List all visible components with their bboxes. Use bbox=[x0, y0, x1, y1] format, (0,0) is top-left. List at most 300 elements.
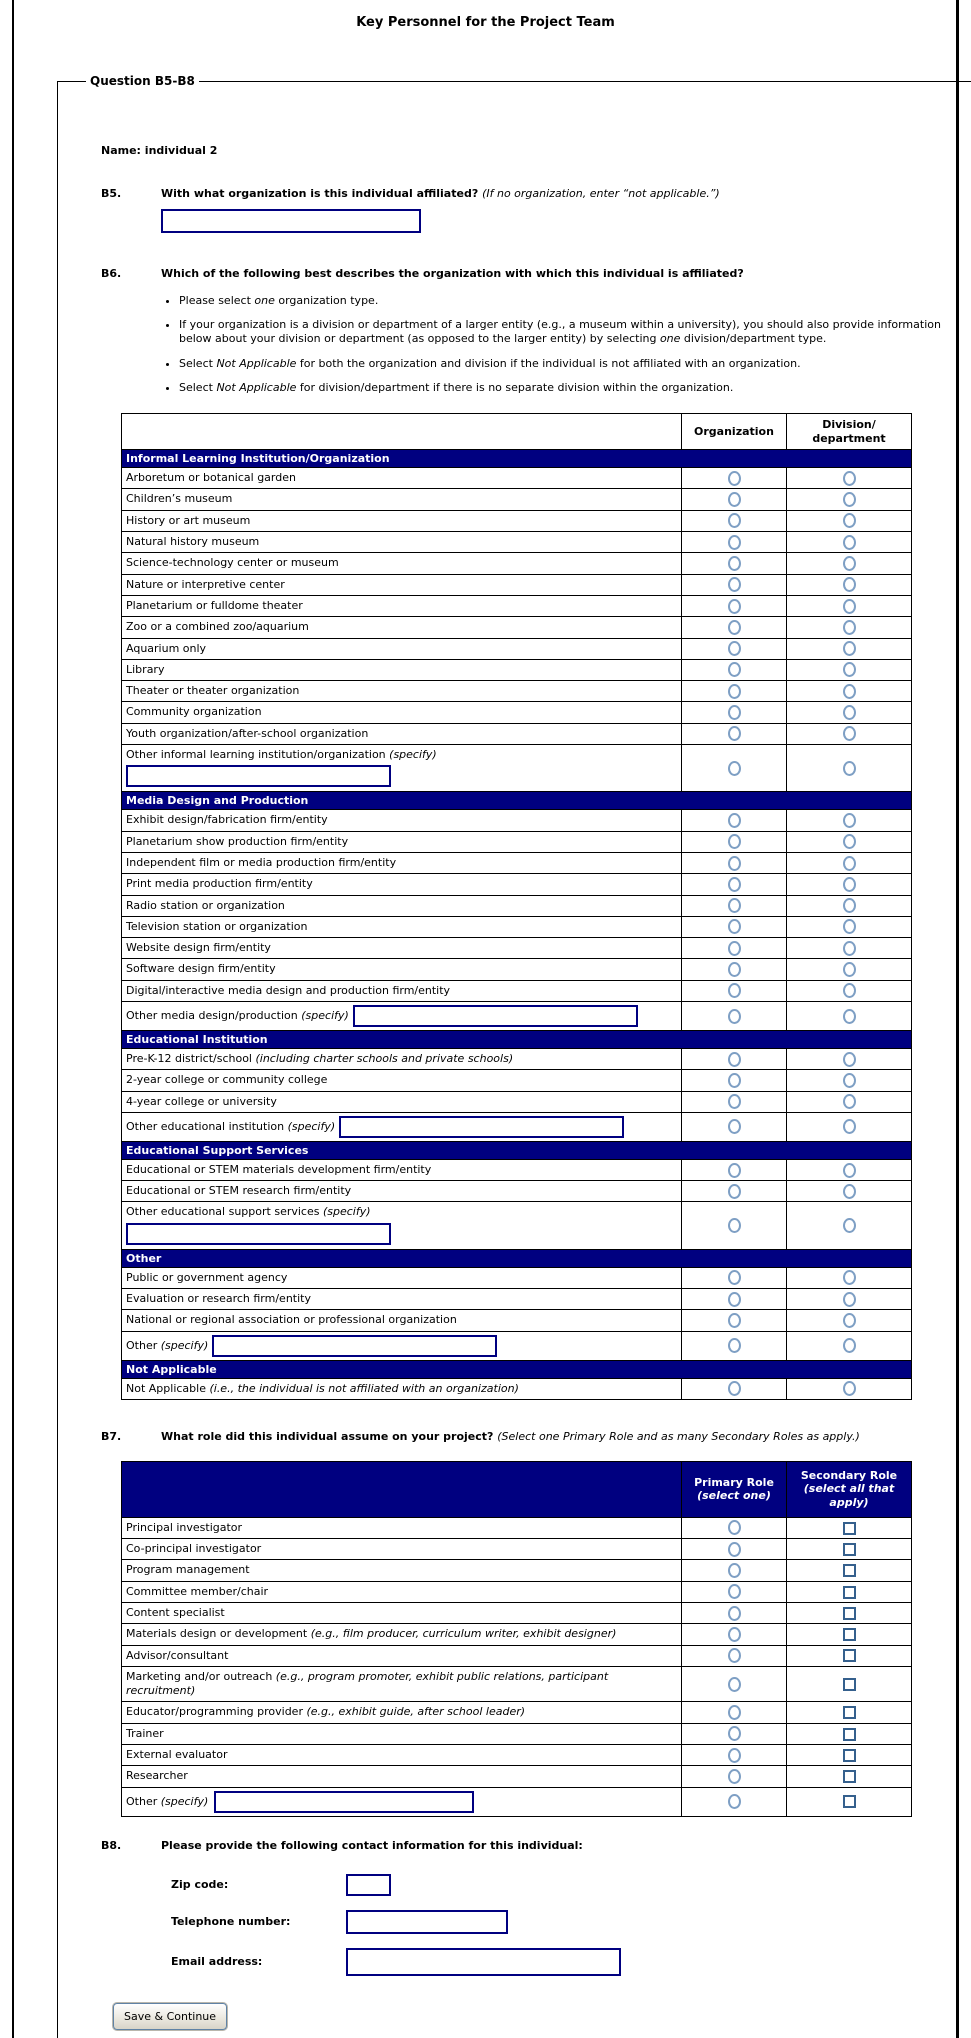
b6-row bbox=[122, 1112, 912, 1141]
b6-row-label bbox=[122, 468, 682, 489]
radio-organization[interactable] bbox=[728, 1073, 741, 1088]
organization-option-cell bbox=[682, 1289, 787, 1310]
radio-division[interactable] bbox=[843, 641, 856, 656]
bullet-item bbox=[179, 381, 951, 395]
checkbox-secondary-role[interactable] bbox=[843, 1543, 856, 1556]
b6-specify-input[interactable] bbox=[126, 765, 391, 787]
organization-option-cell bbox=[682, 723, 787, 744]
radio-division[interactable] bbox=[843, 1381, 856, 1396]
division-option-cell bbox=[787, 938, 912, 959]
radio-division[interactable] bbox=[843, 1338, 856, 1353]
organization-option-cell bbox=[682, 980, 787, 1001]
radio-organization[interactable] bbox=[728, 662, 741, 677]
b7-specify-input[interactable] bbox=[214, 1791, 474, 1813]
organization-option-cell bbox=[682, 702, 787, 723]
b6-row-label bbox=[122, 532, 682, 553]
radio-division[interactable] bbox=[843, 1073, 856, 1088]
b6-row bbox=[122, 681, 912, 702]
radio-organization[interactable] bbox=[728, 983, 741, 998]
b6-row-label bbox=[122, 553, 682, 574]
fieldset-inner bbox=[78, 144, 951, 1976]
radio-organization[interactable] bbox=[728, 813, 741, 828]
row-label-note: (specify) bbox=[157, 1338, 209, 1352]
checkbox-secondary-role[interactable] bbox=[843, 1678, 856, 1691]
b6-table-body bbox=[122, 450, 912, 1400]
radio-organization[interactable] bbox=[728, 1094, 741, 1109]
checkbox-secondary-role[interactable] bbox=[843, 1795, 856, 1808]
radio-organization[interactable] bbox=[728, 556, 741, 571]
radio-primary-role[interactable] bbox=[728, 1748, 741, 1763]
b6-row bbox=[122, 595, 912, 616]
row-label-text: Other educational support services bbox=[126, 1205, 320, 1219]
radio-division[interactable] bbox=[843, 1163, 856, 1178]
radio-organization[interactable] bbox=[728, 620, 741, 635]
b6-row-label bbox=[122, 745, 682, 792]
row-label-text: Youth organization/after-school organization bbox=[126, 726, 369, 740]
b7-header-secondary-role: Secondary Role (select all that apply) bbox=[787, 1461, 912, 1517]
b6-row-label bbox=[122, 1181, 682, 1202]
b7-row-label bbox=[122, 1766, 682, 1787]
zip-label: Zip code: bbox=[171, 1878, 229, 1892]
row-label-text: Library bbox=[126, 662, 165, 676]
question-b7-text: What role did this individual assume on your project? (Select one Primary Role and as many Secondary Roles as apply.) bbox=[161, 1429, 860, 1443]
radio-division[interactable] bbox=[843, 535, 856, 550]
b6-row-label bbox=[122, 916, 682, 937]
radio-division[interactable] bbox=[843, 813, 856, 828]
row-label-text: Print media production firm/entity bbox=[126, 877, 313, 891]
radio-division[interactable] bbox=[843, 1270, 856, 1285]
organization-option-cell bbox=[682, 1112, 787, 1141]
b6-row-label bbox=[122, 874, 682, 895]
email-input[interactable] bbox=[346, 1948, 621, 1976]
radio-organization[interactable] bbox=[728, 834, 741, 849]
radio-division[interactable] bbox=[843, 577, 856, 592]
organization-option-cell bbox=[682, 1181, 787, 1202]
radio-organization[interactable] bbox=[728, 856, 741, 871]
b6-row bbox=[122, 702, 912, 723]
b7-row-label bbox=[122, 1517, 682, 1538]
b7-row bbox=[122, 1787, 912, 1816]
question-b7 bbox=[101, 1430, 951, 1817]
radio-organization[interactable] bbox=[728, 941, 741, 956]
secondary-role-cell bbox=[787, 1624, 912, 1645]
telephone-input[interactable] bbox=[346, 1910, 508, 1934]
b6-row bbox=[122, 1002, 912, 1031]
radio-primary-role[interactable] bbox=[728, 1769, 741, 1784]
row-label-text: Co-principal investigator bbox=[126, 1542, 262, 1556]
division-option-cell bbox=[787, 574, 912, 595]
primary-role-cell bbox=[682, 1645, 787, 1666]
organization-option-cell bbox=[682, 745, 787, 792]
organization-option-cell bbox=[682, 468, 787, 489]
division-option-cell bbox=[787, 1310, 912, 1331]
bullet-text: for both the organization and division if the individual is not affiliated with an organization. bbox=[296, 356, 801, 370]
primary-role-cell bbox=[682, 1560, 787, 1581]
organization-option-cell bbox=[682, 852, 787, 873]
radio-division[interactable] bbox=[843, 877, 856, 892]
question-b6-text: Which of the following best describes the organization with which this individual is affiliated? bbox=[161, 266, 744, 280]
organization-option-cell bbox=[682, 510, 787, 531]
division-option-cell bbox=[787, 1112, 912, 1141]
division-option-cell bbox=[787, 702, 912, 723]
save-continue-button[interactable]: Save & Continue bbox=[113, 2003, 227, 2030]
b7-row bbox=[122, 1581, 912, 1602]
row-label-text: Community organization bbox=[126, 705, 262, 719]
primary-role-cell bbox=[682, 1787, 787, 1816]
division-option-cell bbox=[787, 1159, 912, 1180]
row-label-note: (including charter schools and private schools) bbox=[251, 1052, 514, 1065]
checkbox-secondary-role[interactable] bbox=[843, 1728, 856, 1741]
radio-organization[interactable] bbox=[728, 726, 741, 741]
b6-row-label bbox=[122, 595, 682, 616]
radio-organization[interactable] bbox=[728, 1292, 741, 1307]
bullet-text: Please select bbox=[179, 293, 255, 307]
radio-division[interactable] bbox=[843, 1313, 856, 1328]
b6-row bbox=[122, 1202, 912, 1249]
division-option-cell bbox=[787, 745, 912, 792]
b7-table-body bbox=[122, 1517, 912, 1816]
radio-organization[interactable] bbox=[728, 877, 741, 892]
radio-organization[interactable] bbox=[728, 471, 741, 486]
division-option-cell bbox=[787, 681, 912, 702]
radio-division[interactable] bbox=[843, 620, 856, 635]
b6-table bbox=[121, 413, 912, 1400]
division-option-cell bbox=[787, 1267, 912, 1288]
row-label-note: (specify) bbox=[319, 1205, 371, 1219]
radio-division[interactable] bbox=[843, 941, 856, 956]
b6-row bbox=[122, 659, 912, 680]
division-option-cell bbox=[787, 553, 912, 574]
b6-row bbox=[122, 745, 912, 792]
radio-organization[interactable] bbox=[728, 1119, 741, 1134]
question-b6 bbox=[101, 267, 951, 1400]
organization-option-cell bbox=[682, 489, 787, 510]
radio-division[interactable] bbox=[843, 1009, 856, 1024]
organization-option-cell bbox=[682, 1070, 787, 1091]
row-label-text: Not Applicable bbox=[126, 1381, 206, 1395]
row-label-note: (specify) bbox=[297, 1009, 349, 1022]
division-option-cell bbox=[787, 468, 912, 489]
b6-row bbox=[122, 1181, 912, 1202]
checkbox-secondary-role[interactable] bbox=[843, 1628, 856, 1641]
b7-row bbox=[122, 1603, 912, 1624]
row-label-note: (specify) bbox=[284, 1119, 336, 1133]
radio-division[interactable] bbox=[843, 599, 856, 614]
secondary-role-cell bbox=[787, 1723, 912, 1744]
question-b5-note: (If no organization, enter “not applicable.”) bbox=[482, 187, 720, 200]
b7-row-label bbox=[122, 1787, 682, 1816]
b6-row-label bbox=[122, 938, 682, 959]
row-label-text: Advisor/consultant bbox=[126, 1648, 229, 1662]
b6-section-row bbox=[122, 1360, 912, 1378]
b7-row-label bbox=[122, 1645, 682, 1666]
division-option-cell bbox=[787, 595, 912, 616]
radio-primary-role[interactable] bbox=[728, 1794, 741, 1809]
division-option-cell bbox=[787, 1289, 912, 1310]
b6-row bbox=[122, 1070, 912, 1091]
radio-division[interactable] bbox=[843, 1218, 856, 1233]
secondary-role-cell bbox=[787, 1560, 912, 1581]
division-option-cell bbox=[787, 510, 912, 531]
radio-primary-role[interactable] bbox=[728, 1520, 741, 1535]
b6-row-label bbox=[122, 1310, 682, 1331]
secondary-role-cell bbox=[787, 1787, 912, 1816]
bullet-text: division/department type. bbox=[680, 332, 827, 346]
radio-organization[interactable] bbox=[728, 535, 741, 550]
question-b8-number: B8. bbox=[101, 1838, 122, 1852]
radio-organization[interactable] bbox=[728, 919, 741, 934]
question-b5-number: B5. bbox=[101, 187, 122, 200]
row-label-text: Educator/programming provider bbox=[126, 1705, 303, 1719]
row-label-text: Arboretum or botanical garden bbox=[126, 471, 296, 485]
bullet-item bbox=[179, 318, 951, 347]
b7-row bbox=[122, 1702, 912, 1723]
zip-row bbox=[171, 1874, 951, 1896]
radio-division[interactable] bbox=[843, 983, 856, 998]
radio-division[interactable] bbox=[843, 1184, 856, 1199]
row-label-text: Theater or theater organization bbox=[126, 684, 300, 698]
radio-division[interactable] bbox=[843, 556, 856, 571]
organization-option-cell bbox=[682, 831, 787, 852]
radio-organization[interactable] bbox=[728, 1270, 741, 1285]
radio-division[interactable] bbox=[843, 898, 856, 913]
b7-header-primary-role: Primary Role (select one) bbox=[682, 1461, 787, 1517]
radio-organization[interactable] bbox=[728, 577, 741, 592]
division-option-cell bbox=[787, 1070, 912, 1091]
organization-option-cell bbox=[682, 810, 787, 831]
radio-primary-role[interactable] bbox=[728, 1726, 741, 1741]
row-label-text: 4-year college or university bbox=[126, 1094, 277, 1108]
checkbox-secondary-role[interactable] bbox=[843, 1770, 856, 1783]
radio-division[interactable] bbox=[843, 513, 856, 528]
organization-option-cell bbox=[682, 959, 787, 980]
checkbox-secondary-role[interactable] bbox=[843, 1586, 856, 1599]
b6-specify-input[interactable] bbox=[126, 1223, 391, 1245]
b6-row-label bbox=[122, 617, 682, 638]
row-label-text: National or regional association or professional organization bbox=[126, 1313, 457, 1327]
radio-organization[interactable] bbox=[728, 513, 741, 528]
radio-organization[interactable] bbox=[728, 599, 741, 614]
radio-division[interactable] bbox=[843, 919, 856, 934]
question-b5-text: With what organization is this individual affiliated? (If no organization, enter “not applicable.”) bbox=[161, 187, 720, 200]
row-label-text: Researcher bbox=[126, 1769, 188, 1783]
radio-primary-role[interactable] bbox=[728, 1584, 741, 1599]
b6-specify-input[interactable] bbox=[353, 1005, 638, 1027]
checkbox-secondary-role[interactable] bbox=[843, 1649, 856, 1662]
row-label-text: Evaluation or research firm/entity bbox=[126, 1292, 311, 1306]
organization-option-cell bbox=[682, 1202, 787, 1249]
bullet-text: Select bbox=[179, 356, 217, 370]
b7-row-label bbox=[122, 1723, 682, 1744]
radio-division[interactable] bbox=[843, 1119, 856, 1134]
radio-organization[interactable] bbox=[728, 1052, 741, 1067]
radio-division[interactable] bbox=[843, 662, 856, 677]
secondary-role-cell bbox=[787, 1517, 912, 1538]
radio-division[interactable] bbox=[843, 726, 856, 741]
division-option-cell bbox=[787, 532, 912, 553]
radio-primary-role[interactable] bbox=[728, 1563, 741, 1578]
row-label-text: Public or government agency bbox=[126, 1270, 288, 1284]
radio-organization[interactable] bbox=[728, 1009, 741, 1024]
organization-option-cell bbox=[682, 638, 787, 659]
b6-row-label bbox=[122, 1267, 682, 1288]
row-label-note: (specify) bbox=[157, 1794, 209, 1808]
radio-organization[interactable] bbox=[728, 492, 741, 507]
checkbox-secondary-role[interactable] bbox=[843, 1522, 856, 1535]
row-label-text: Television station or organization bbox=[126, 919, 308, 933]
row-label-text: Educational or STEM materials development firm/entity bbox=[126, 1162, 432, 1176]
zip-input[interactable] bbox=[346, 1874, 391, 1896]
radio-division[interactable] bbox=[843, 962, 856, 977]
division-option-cell bbox=[787, 852, 912, 873]
row-label-text: Other bbox=[126, 1338, 158, 1352]
radio-primary-role[interactable] bbox=[728, 1606, 741, 1621]
email-label: Email address: bbox=[171, 1955, 263, 1969]
radio-organization[interactable] bbox=[728, 1163, 741, 1178]
b6-row-label bbox=[122, 723, 682, 744]
radio-division[interactable] bbox=[843, 1292, 856, 1307]
b7-row bbox=[122, 1645, 912, 1666]
division-option-cell bbox=[787, 638, 912, 659]
b7-row-label bbox=[122, 1624, 682, 1645]
b6-row bbox=[122, 489, 912, 510]
radio-primary-role[interactable] bbox=[728, 1705, 741, 1720]
b6-row-label bbox=[122, 1331, 682, 1360]
organization-option-cell bbox=[682, 895, 787, 916]
row-label-text: Digital/interactive media design and production firm/entity bbox=[126, 983, 451, 997]
bullet-item bbox=[179, 357, 951, 371]
radio-organization[interactable] bbox=[728, 1184, 741, 1199]
b6-row bbox=[122, 510, 912, 531]
secondary-role-cell bbox=[787, 1603, 912, 1624]
b6-row bbox=[122, 1289, 912, 1310]
row-label-text: Radio station or organization bbox=[126, 898, 285, 912]
b6-row-label bbox=[122, 574, 682, 595]
radio-primary-role[interactable] bbox=[728, 1677, 741, 1692]
secondary-role-cell bbox=[787, 1645, 912, 1666]
radio-division[interactable] bbox=[843, 856, 856, 871]
division-option-cell bbox=[787, 659, 912, 680]
radio-organization[interactable] bbox=[728, 898, 741, 913]
b6-specify-input[interactable] bbox=[339, 1116, 624, 1138]
division-option-cell bbox=[787, 1091, 912, 1112]
b6-row-label bbox=[122, 810, 682, 831]
radio-organization[interactable] bbox=[728, 761, 741, 776]
radio-organization[interactable] bbox=[728, 1338, 741, 1353]
row-label-text: Children’s museum bbox=[126, 492, 233, 506]
question-b8 bbox=[101, 1839, 951, 1976]
b6-row-label bbox=[122, 895, 682, 916]
radio-division[interactable] bbox=[843, 1052, 856, 1067]
division-option-cell bbox=[787, 916, 912, 937]
b6-row bbox=[122, 1378, 912, 1399]
b6-section-header: Media Design and Production bbox=[122, 792, 912, 810]
radio-primary-role[interactable] bbox=[728, 1627, 741, 1642]
radio-organization[interactable] bbox=[728, 1218, 741, 1233]
b7-table bbox=[121, 1461, 912, 1817]
b7-row-label bbox=[122, 1539, 682, 1560]
division-option-cell bbox=[787, 874, 912, 895]
page-title: Key Personnel for the Project Team bbox=[356, 15, 615, 30]
checkbox-secondary-role[interactable] bbox=[843, 1564, 856, 1577]
organization-option-cell bbox=[682, 553, 787, 574]
row-label-text: Program management bbox=[126, 1563, 250, 1577]
radio-division[interactable] bbox=[843, 834, 856, 849]
radio-organization[interactable] bbox=[728, 962, 741, 977]
organization-option-cell bbox=[682, 532, 787, 553]
telephone-row bbox=[171, 1910, 951, 1934]
secondary-role-cell bbox=[787, 1581, 912, 1602]
row-label-note: (i.e., the individual is not affiliated with an organization) bbox=[205, 1381, 519, 1395]
division-option-cell bbox=[787, 959, 912, 980]
radio-organization[interactable] bbox=[728, 641, 741, 656]
radio-division[interactable] bbox=[843, 1094, 856, 1109]
b6-row bbox=[122, 1267, 912, 1288]
organization-option-cell bbox=[682, 617, 787, 638]
radio-division[interactable] bbox=[843, 684, 856, 699]
primary-role-cell bbox=[682, 1723, 787, 1744]
radio-organization[interactable] bbox=[728, 705, 741, 720]
checkbox-secondary-role[interactable] bbox=[843, 1607, 856, 1620]
b6-specify-input[interactable] bbox=[212, 1335, 497, 1357]
checkbox-secondary-role[interactable] bbox=[843, 1749, 856, 1762]
primary-role-cell bbox=[682, 1603, 787, 1624]
radio-organization[interactable] bbox=[728, 1313, 741, 1328]
row-label-text: Planetarium show production firm/entity bbox=[126, 834, 349, 848]
row-label-text: Other informal learning institution/organization bbox=[126, 748, 386, 762]
b6-row bbox=[122, 895, 912, 916]
organization-option-cell bbox=[682, 1331, 787, 1360]
primary-role-cell bbox=[682, 1581, 787, 1602]
email-row bbox=[171, 1948, 951, 1976]
question-b8-text: Please provide the following contact information for this individual: bbox=[161, 1838, 583, 1852]
name-value: individual 2 bbox=[144, 144, 218, 157]
page-frame-left bbox=[12, 0, 14, 2038]
b6-row-label bbox=[122, 702, 682, 723]
b6-row-label bbox=[122, 1070, 682, 1091]
organization-option-cell bbox=[682, 1002, 787, 1031]
b7-row-label bbox=[122, 1603, 682, 1624]
row-label-text: Aquarium only bbox=[126, 641, 207, 655]
row-label-note: (e.g., program promoter, exhibit public relations, participant recruitment) bbox=[126, 1669, 609, 1698]
organization-option-cell bbox=[682, 681, 787, 702]
radio-division[interactable] bbox=[843, 761, 856, 776]
b7-row bbox=[122, 1666, 912, 1702]
radio-division[interactable] bbox=[843, 705, 856, 720]
radio-primary-role[interactable] bbox=[728, 1542, 741, 1557]
b5-organization-input[interactable] bbox=[161, 209, 421, 233]
b7-row bbox=[122, 1745, 912, 1766]
bullet-text: for division/department if there is no separate division within the organization. bbox=[296, 380, 734, 394]
radio-organization[interactable] bbox=[728, 1381, 741, 1396]
bullet-italic-text: one bbox=[659, 332, 681, 346]
radio-organization[interactable] bbox=[728, 684, 741, 699]
b6-row bbox=[122, 574, 912, 595]
checkbox-secondary-role[interactable] bbox=[843, 1706, 856, 1719]
radio-division[interactable] bbox=[843, 471, 856, 486]
b6-section-header: Educational Support Services bbox=[122, 1141, 912, 1159]
b6-row-label bbox=[122, 980, 682, 1001]
row-label-text: Science-technology center or museum bbox=[126, 556, 339, 570]
name-label: Name: bbox=[101, 144, 141, 157]
secondary-role-cell bbox=[787, 1539, 912, 1560]
radio-primary-role[interactable] bbox=[728, 1648, 741, 1663]
b7-row-label bbox=[122, 1560, 682, 1581]
b6-header-empty bbox=[122, 414, 682, 450]
radio-division[interactable] bbox=[843, 492, 856, 507]
b6-row bbox=[122, 874, 912, 895]
row-label-text: Committee member/chair bbox=[126, 1584, 269, 1598]
